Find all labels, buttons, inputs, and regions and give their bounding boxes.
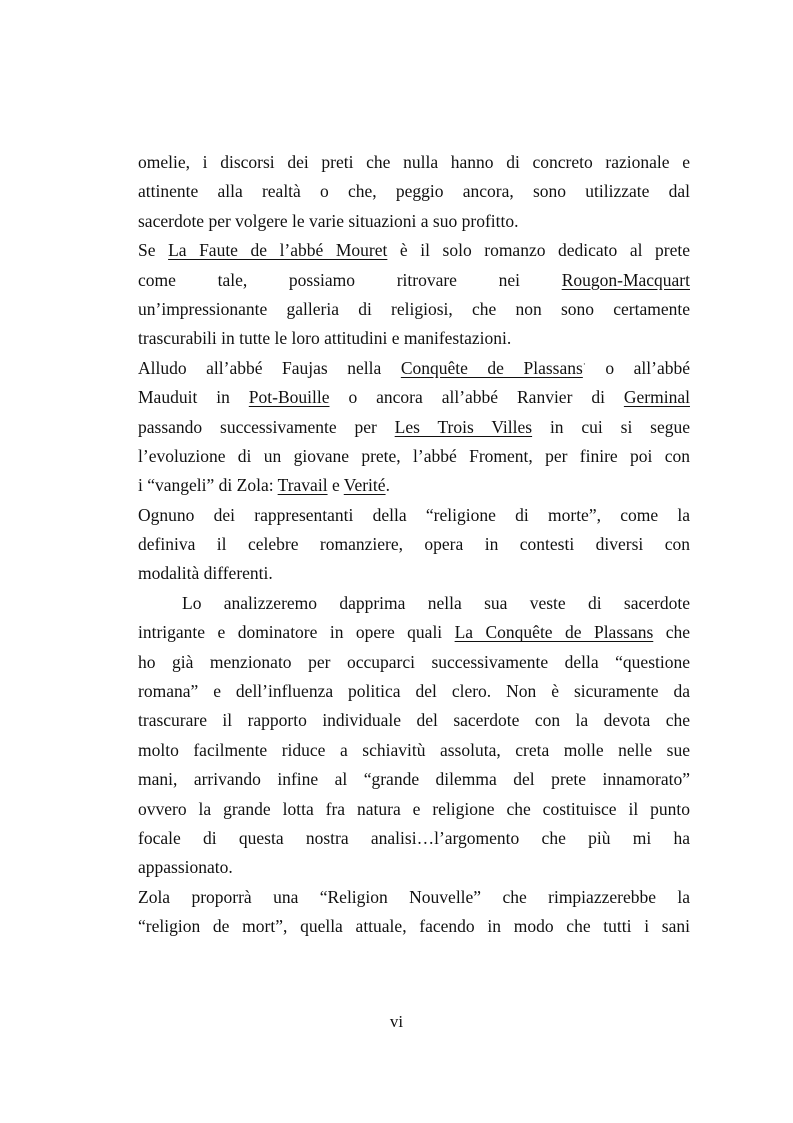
paragraph-6	[138, 883, 690, 942]
text-line: trascurare il rapporto individuale del sacerdote con la devota che	[138, 710, 690, 731]
paragraph-2	[138, 236, 690, 354]
text-line: definiva il celebre romanziere, opera in contesti diversi con	[138, 534, 690, 555]
work-title-la-faute: La Faute de l’abbé Mouret	[168, 240, 388, 261]
paragraph-4	[138, 501, 690, 589]
paragraph-3	[138, 354, 690, 501]
text-line: focale di questa nostra analisi…l’argomento che più mi ha	[138, 827, 690, 848]
text-line: Zola proporrà una “Religion Nouvelle” che rimpiazzerebbe la	[138, 886, 690, 907]
page-number: vi	[389, 1012, 404, 1031]
footnote-marker: ·	[582, 358, 586, 369]
text-line: intrigante e dominatore in opere quali La Conquête de Plassans che	[138, 622, 690, 643]
work-title-verite: Verité	[343, 475, 386, 496]
text-line: “religion de mort”, quella attuale, facendo in modo che tutti i sani	[138, 916, 690, 937]
text-line: Mauduit in Pot-Bouille o ancora all’abbé Ranvier di Germinal	[138, 387, 690, 408]
work-title-rougon-macquart: Rougon-Macquart	[561, 269, 690, 290]
text-line: appassionato.	[138, 857, 233, 878]
paragraph-1	[138, 148, 690, 236]
text-line: ho già menzionato per occuparci successivamente della “questione	[138, 651, 690, 672]
text-line: ovvero la grande lotta fra natura e religione che costituisce il punto	[138, 798, 690, 819]
text-line: sacerdote per volgere le varie situazioni a suo profitto.	[138, 210, 519, 231]
text-line: l’evoluzione di un giovane prete, l’abbé Froment, per finire poi con	[138, 445, 690, 466]
work-title-pot-bouille: Pot-Bouille	[248, 387, 330, 408]
text-line: Alludo all’abbé Faujas nella Conquête de Plassans· o all’abbé	[138, 357, 690, 378]
text-line: come tale, possiamo ritrovare nei Rougon-Macquart	[138, 269, 690, 290]
text-line: un’impressionante galleria di religiosi, che non sono certamente	[138, 298, 690, 319]
text-line: i “vangeli” di Zola: Travail e Verité.	[138, 475, 390, 496]
text-line: omelie, i discorsi dei preti che nulla hanno di concreto razionale e	[138, 152, 690, 172]
work-title-travail: Travail	[277, 475, 328, 496]
text-line: Lo analizzeremo dapprima nella sua veste di sacerdote	[182, 592, 690, 613]
document-body	[138, 148, 690, 942]
paragraph-5	[138, 589, 690, 883]
work-title-germinal: Germinal	[623, 387, 690, 408]
text-line: attinente alla realtà o che, peggio ancora, sono utilizzate dal	[138, 181, 690, 202]
work-title-trois-villes: Les Trois Villes	[394, 416, 533, 437]
text-line: trascurabili in tutte le loro attitudini e manifestazioni.	[138, 328, 512, 349]
work-title-conquete: Conquête de Plassans	[400, 357, 583, 378]
text-line: mani, arrivando infine al “grande dilemma del prete innamorato”	[138, 769, 690, 790]
text-line: Se La Faute de l’abbé Mouret è il solo romanzo dedicato al prete	[138, 240, 690, 261]
work-title-la-conquete: La Conquête de Plassans	[454, 622, 654, 643]
text-line: romana” e dell’influenza politica del clero. Non è sicuramente da	[138, 681, 690, 702]
text-line: molto facilmente riduce a schiavitù assoluta, creta molle nelle sue	[138, 739, 690, 760]
text-line: modalità differenti.	[138, 563, 273, 584]
text-line: passando successivamente per Les Trois Villes in cui si segue	[138, 416, 690, 437]
text-line: Ognuno dei rappresentanti della “religione di morte”, come la	[138, 504, 690, 525]
